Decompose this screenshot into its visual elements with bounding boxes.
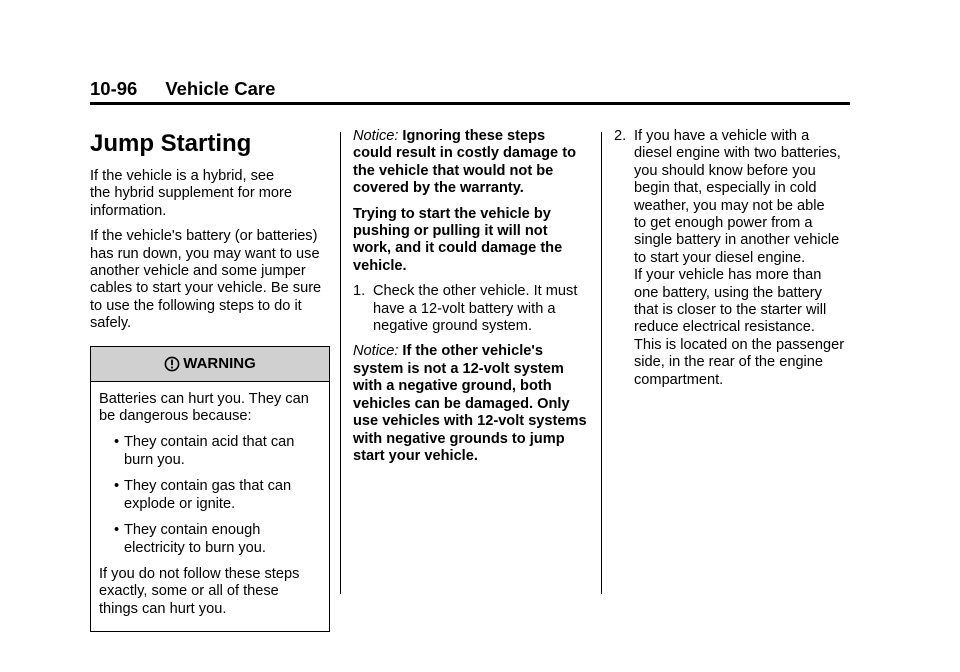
column-2 (353, 128, 598, 473)
warning-intro: Batteries can hurt you. They can be dangerous because: (99, 390, 309, 425)
warning-box (90, 346, 330, 632)
step-2: 2. If you have a vehicle with a diesel engine with two batteries, you should know before you begin that, especially in cold weather, you may not be able to get enough power from a single battery in another vehicle to start your diesel engine. If your vehicle has more than one battery, using the battery that is closer to the starter will reduce electrical resistance. This is located on the passenger side, in the rear of the engine compartment. (614, 128, 845, 388)
column-1 (90, 128, 335, 632)
page-number: 10-96 (90, 78, 138, 99)
step-1: 1. Check the other vehicle. It must have a 12-volt battery with a negative ground system. (353, 283, 578, 335)
warning-icon (164, 356, 180, 372)
section-heading: Jump Starting (90, 130, 252, 157)
column-3 (614, 128, 859, 397)
warning-label: WARNING (183, 354, 256, 372)
notice-costly-damage: Notice: Ignoring these steps could result in costly damage to the vehicle that would not be covered by the warranty. (353, 128, 577, 197)
hybrid-paragraph: If the vehicle is a hybrid, see the hybrid supplement for more information. (90, 168, 292, 219)
column-divider-2 (601, 132, 602, 594)
warning-header (91, 347, 329, 382)
warning-outro: If you do not follow these steps exactly, some or all of these things can hurt you. (99, 565, 300, 617)
battery-paragraph: If the vehicle's battery (or batteries) has run down, you may want to use another vehicle and some jumper cables to start your vehicle. Be sure to use the following steps to do it safely. (90, 228, 322, 332)
page-header (90, 80, 275, 99)
warning-bullet: • They contain enough electricity to burn you. (114, 522, 266, 556)
warning-bullet: • They contain gas that can explode or ignite. (114, 478, 292, 512)
header-rule (90, 102, 850, 105)
column-divider-1 (340, 132, 341, 594)
notice-12-volt: Notice: If the other vehicle's system is not a 12-volt system with a negative ground, both vehicles can be damaged. Only use vehicles with 12-volt systems with negative grounds to jump start your vehicle. (353, 343, 587, 464)
pushing-warning-paragraph: Trying to start the vehicle by pushing or pulling it will not work, and it could damage the vehicle. (353, 205, 563, 274)
section-title: Vehicle Care (165, 78, 276, 99)
warning-bullet: • They contain acid that can burn you. (114, 434, 295, 468)
warning-body (91, 382, 329, 631)
